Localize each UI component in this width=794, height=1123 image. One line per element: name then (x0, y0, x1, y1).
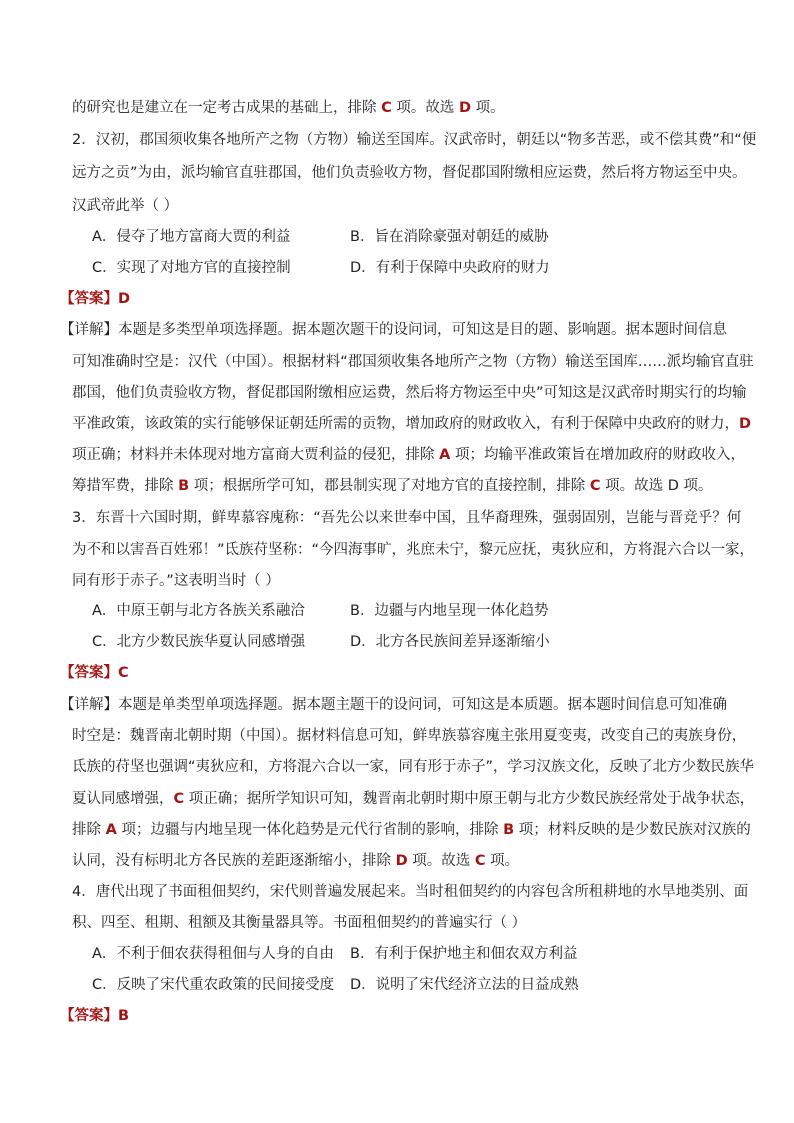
q3-option-d: D．北方各民族间差异逐渐缩小 (350, 634, 550, 650)
text-segment: 项；材料反映的是少数民族对汉族的 (514, 822, 751, 838)
explanation-line (72, 851, 734, 871)
explanation-line: 【详解】本题是单类型单项选择题。据本题主题干的设问词，可知这是本质题。据本题时间信息可知准确 (60, 697, 727, 713)
explanation-line (72, 445, 745, 465)
text-line (72, 98, 734, 118)
question-3-stem: 为不和以害吾百姓邪！”氐族苻坚称：“今四海事旷，兆庶未宁，黎元应抚，夷狄应和，方将混六合以一家， (72, 542, 755, 558)
option-ref: C (173, 791, 185, 807)
explanation-line: 氐族的苻坚也强调“夷狄应和，方将混六合以一家，同有形于赤子”，学习汉族文化，反映了北方少数民族华 (72, 759, 755, 775)
text-segment: 项。故选 (407, 853, 475, 869)
text-segment: 平准政策，该政策的实行能够保证朝廷所需的贡物，增加政府的财政收入，有利于保障中央政府的财力， (72, 416, 739, 432)
text-segment: 项；边疆与内地呈现一体化趋势是元代行省制的影响，排除 (116, 822, 504, 838)
text-segment: 的研究也是建立在一定考古成果的基础上，排除 (72, 100, 382, 116)
q4-option-b: B．有利于保护地主和佃农双方利益 (350, 946, 578, 962)
option-ref: D (739, 416, 752, 432)
q2-option-d: D．有利于保障中央政府的财力 (350, 260, 550, 276)
question-4-stem: 4．唐代出现了书面租佃契约，宋代则普遍发展起来。当时租佃契约的内容包含所租耕地的水旱地类别、面 (72, 884, 749, 900)
option-ref: C (474, 853, 486, 869)
question-2-stem: 2．汉初，郡国须收集各地所产之物（方物）输送至国库。汉武帝时，朝廷以“物多苦恶，或不偿其费”和“便 (72, 132, 757, 148)
option-ref: A (105, 822, 117, 838)
explanation-line (72, 789, 755, 809)
question-3-stem: 3．东晋十六国时期，鲜卑慕容廆称：“吾先公以来世奉中国，且华裔理殊，强弱固别，岂能与晋竞乎？何 (72, 510, 742, 526)
text-segment: 项；均输平准政策旨在增加政府的财政收入， (450, 447, 745, 463)
text-segment: 项。 (485, 853, 520, 869)
option-ref: B (503, 822, 515, 838)
option-ref: C (381, 100, 392, 116)
answer-label: 【答案】 (60, 665, 118, 681)
option-ref: D (395, 853, 408, 869)
answer-line (60, 289, 734, 309)
answer-label: 【答案】 (60, 291, 118, 307)
option-ref: A (439, 447, 451, 463)
text-segment: 夏认同感增强， (72, 791, 174, 807)
text-segment: 排除 (72, 822, 106, 838)
q2-option-a: A．侵夺了地方富商大贾的利益 (92, 229, 291, 245)
answer-line (60, 663, 734, 683)
q2-option-c: C．实现了对地方官的直接控制 (92, 260, 291, 276)
explanation-line: 郡国，他们负责验收方物，督促郡国附缴相应运费，然后将方物运至中央”可知这是汉武帝时期实行的均输 (72, 385, 747, 401)
q3-option-a: A．中原王朝与北方各族关系融洽 (92, 603, 305, 619)
explanation-line: 【详解】本题是多类型单项选择题。据本题次题干的设问词，可知这是目的题、影响题。据本题时间信息 (60, 322, 727, 338)
question-4-stem: 积、四至、租期、租额及其衡量器具等。书面租佃契约的普遍实行（ ） (72, 915, 527, 931)
question-2-stem: 汉武帝此举（ ） (72, 198, 179, 214)
text-segment: 项正确；材料并未体现对地方富商大贾利益的侵犯，排除 (72, 447, 440, 463)
q4-option-a: A．不利于佃农获得租佃与人身的自由 (92, 946, 334, 962)
q2-option-b: B．旨在消除豪强对朝廷的威胁 (350, 229, 549, 245)
text-segment: 项；根据所学可知，郡县制实现了对地方官的直接控制，排除 (189, 478, 590, 494)
text-segment: 项正确；据所学知识可知，魏晋南北朝时期中原王朝与北方少数民族经常处于战争状态， (184, 791, 755, 807)
answer-value: C (118, 665, 129, 681)
text-segment: 认同，没有标明北方各民族的差距逐渐缩小，排除 (72, 853, 396, 869)
option-ref: B (178, 478, 190, 494)
text-segment: 项。故选 D 项。 (600, 478, 713, 494)
answer-label: 【答案】 (60, 1008, 118, 1024)
q3-option-b: B．边疆与内地呈现一体化趋势 (350, 603, 549, 619)
answer-value: B (118, 1008, 130, 1024)
explanation-line (72, 820, 751, 840)
explanation-line: 可知准确时空是：汉代（中国）。根据材料“郡国须收集各地所产之物（方物）输送至国库……派均输官直驻 (72, 354, 754, 370)
answer-value: D (118, 291, 131, 307)
option-ref: C (589, 478, 601, 494)
answer-line (60, 1006, 734, 1026)
question-3-stem: 同有形于赤子。”这表明当时（ ） (72, 573, 280, 589)
option-ref: D (458, 100, 472, 116)
q4-option-c: C．反映了宋代重农政策的民间接受度 (92, 977, 335, 993)
question-2-stem: 远方之贡”为由，派均输官直驻郡国，他们负责验收方物，督促郡国附缴相应运费，然后将方物运至中央。 (72, 165, 747, 181)
q3-option-c: C．北方少数民族华夏认同感增强 (92, 634, 306, 650)
explanation-line: 时空是：魏晋南北朝时期（中国）。据材料信息可知，鲜卑族慕容廆主张用夏变夷，改变自己的夷族身份， (72, 728, 747, 744)
text-segment: 项。故选 (391, 100, 459, 116)
text-segment: 筹措军费，排除 (72, 478, 179, 494)
explanation-line (72, 414, 752, 434)
q4-option-d: D．说明了宋代经济立法的日益成熟 (350, 977, 579, 993)
text-segment: 项。 (471, 100, 505, 116)
explanation-line (72, 476, 734, 496)
